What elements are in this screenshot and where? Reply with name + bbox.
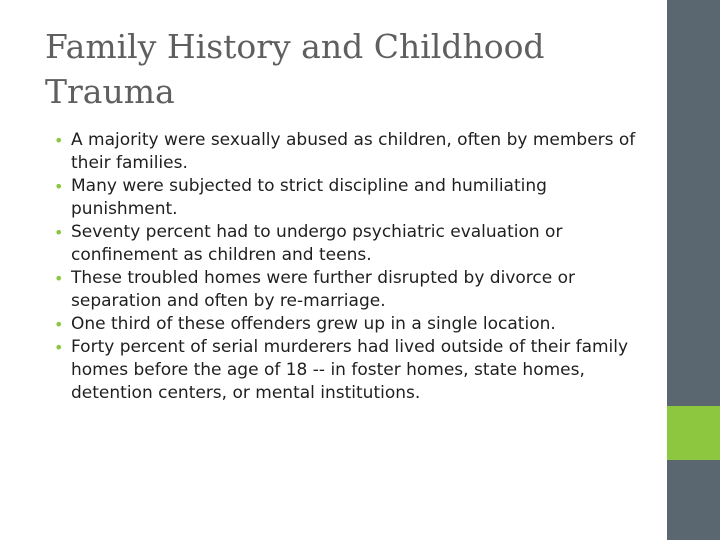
bullet-text: One third of these offenders grew up in a single location.	[71, 314, 556, 334]
bullet-item	[54, 175, 639, 221]
bullet-text: Forty percent of serial murderers had lived outside of their family homes before the age of 18 -- in foster homes, state homes, detention centers, or mental institutions.	[71, 337, 629, 403]
bullet-text: These troubled homes were further disrupted by divorce or separation and often by re-marriage.	[71, 268, 575, 311]
bullet-dot-icon: •	[54, 223, 64, 242]
bullet-list	[54, 129, 639, 405]
sidebar-accent-block	[667, 406, 720, 460]
slide-title: Family History and Childhood Trauma	[45, 27, 545, 111]
bullet-dot-icon: •	[54, 177, 64, 196]
bullet-item	[54, 129, 639, 175]
bullet-item	[54, 267, 639, 313]
bullet-dot-icon: •	[54, 131, 64, 150]
bullet-text: Many were subjected to strict discipline and humiliating punishment.	[71, 176, 547, 219]
bullet-dot-icon: •	[54, 269, 64, 288]
bullet-item	[54, 336, 639, 405]
bullet-dot-icon: •	[54, 315, 64, 334]
bullet-item	[54, 313, 639, 336]
bullet-text: Seventy percent had to undergo psychiatric evaluation or confinement as children and teens.	[71, 222, 563, 265]
bullet-item	[54, 221, 639, 267]
bullet-text: A majority were sexually abused as children, often by members of their families.	[71, 130, 636, 173]
bullet-dot-icon: •	[54, 338, 64, 357]
